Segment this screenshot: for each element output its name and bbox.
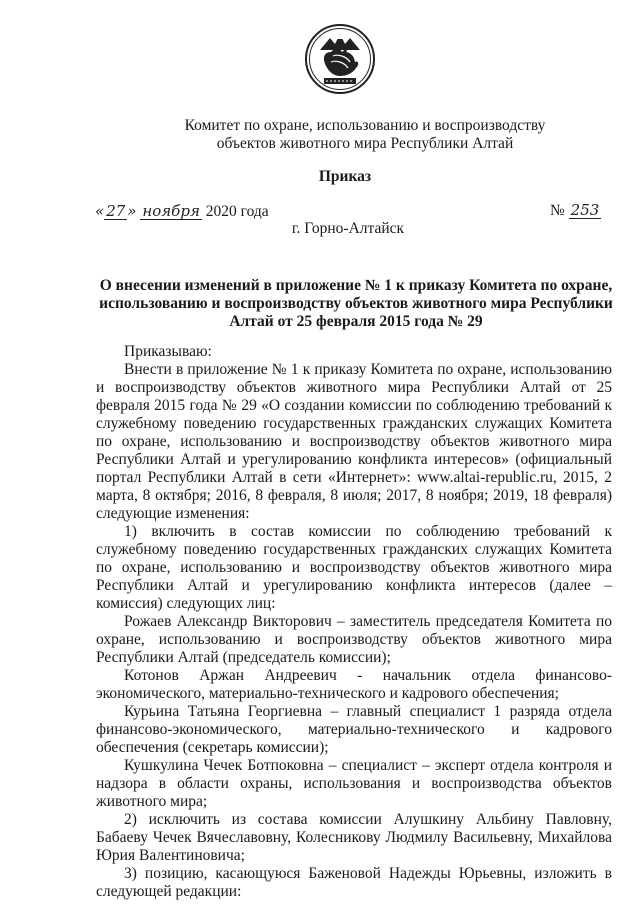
order-number [550,202,601,220]
document-title: Приказ [318,168,372,185]
date-year: 2020 года [205,203,269,220]
date-open-quote: « [95,202,105,220]
paragraph-member-kushkulina: Кушкулина Чечек Ботпоковна – специалист – эксперт отдела контроля и надзора в области охраны, использования и воспроизводства объектов животного мира; [96,757,612,810]
paragraph-member-rozhaev: Рожаев Александр Викторович – заместитель председателя Комитета по охране, использованию и воспроизводству объектов животного мира Республики Алтай (председатель комиссии); [96,613,612,666]
date-day: 27 [106,202,126,220]
paragraph-item-2: 2) исключить из состава комиссии Алушкину Альбину Павловну, Бабаеву Чечек Вячеславовну, Колесникову Людмилу Васильевну, Михайлова Юрия Валентиновича; [96,811,612,864]
organization-name-line-1: Комитет по охране, использованию и воспроизводству [184,117,546,134]
coat-of-arms-emblem [304,22,376,96]
organization-name-line-2: объектов животного мира Республики Алтай [216,135,514,152]
order-number-value: 253 [570,201,600,219]
date-month: ноября [142,202,200,220]
paragraph-item-3: 3) позицию, касающуюся Баженовой Надежды Юрьевны, изложить в следующей редакции: [96,865,612,900]
order-heading: О внесении изменений в приложение № 1 к приказу Комитета по охране, использованию и воспроизводству объектов животного мира Республики Алтай от 25 февраля 2015 года № 29 [99,277,613,330]
paragraph-item-1: 1) включить в состав комиссии по соблюдению требований к служебному поведению государственных гражданских служащих Комитета по охране, использованию и воспроизводству объектов животного мира Республики Алтай и урегулированию конфликта интересов (далее – комиссия) следующих лиц: [96,523,612,612]
paragraph-amendment: Внести в приложение № 1 к приказу Комитета по охране, использованию и воспроизводству объектов животного мира Республики Алтай от 25 февраля 2015 года № 29 «О создании комиссии по соблюдению требований к служебному поведению государственных гражданских служащих Комитета по охране, использованию и воспроизводству объектов животного мира Республики Алтай и урегулированию конфликта интересов» (официальный портал Республики Алтай в сети «Интернет»: www.altai-republic.ru, 2015, 2 марта, 8 октября; 2016, 8 февраля, 8 июля; 2017, 8 ноября; 2019, 18 февраля) следующие изменения: [96,361,612,522]
order-body [96,343,612,901]
order-number-label: № [550,202,565,219]
griffin-emblem-icon [304,22,376,96]
paragraph-member-kotonov: Котонов Аржан Андреевич - начальник отдела финансово-экономического, материально-технического и кадрового обеспечения; [96,667,612,702]
paragraph-order-intro: Приказываю: [124,343,212,360]
order-date [95,202,269,221]
city: г. Горно-Алтайск [291,220,405,237]
date-close-quote: » [127,202,137,220]
paragraph-member-kurina: Курьина Татьяна Георгиевна – главный специалист 1 разряда отдела финансово-экономического, материально-технического и кадрового обеспечения (секретарь комиссии); [96,703,612,756]
